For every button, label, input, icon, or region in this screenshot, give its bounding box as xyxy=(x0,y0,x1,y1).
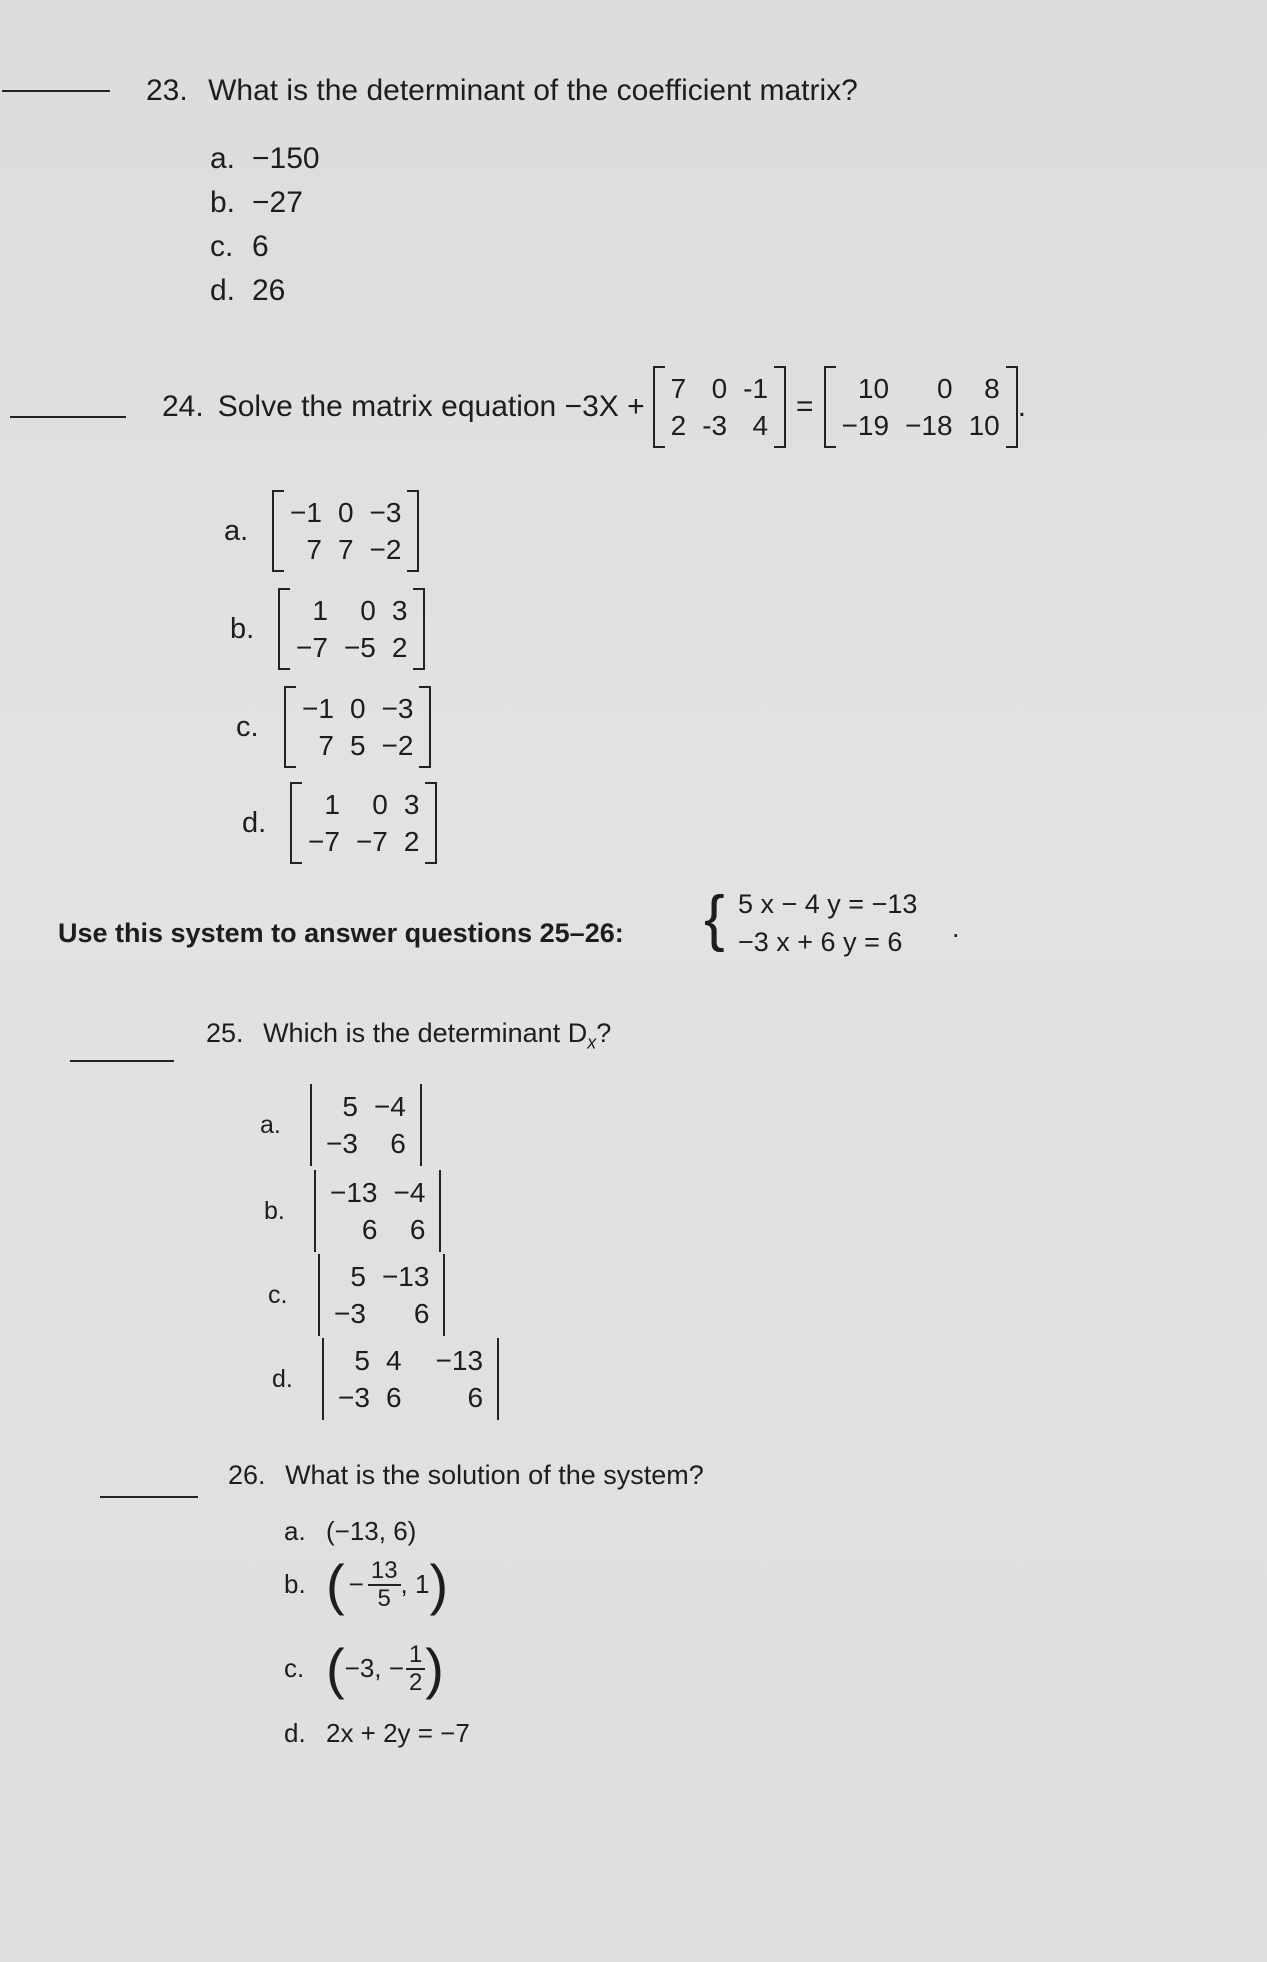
option-25-b: b. −13 −4 6 6 xyxy=(264,1170,443,1252)
option-26-a: a. (−13, 6) xyxy=(284,1516,417,1546)
option-25-c: c. 5 −13 −3 6 xyxy=(268,1254,447,1336)
question-text: Solve the matrix equation −3X + xyxy=(217,390,645,423)
system-period: . xyxy=(952,913,960,943)
system-brace: { xyxy=(704,884,725,953)
option-24-b: b. 1 0 3 −7 −5 2 xyxy=(230,588,425,670)
question-text: Which is the determinant D xyxy=(263,1018,588,1048)
answer-blank-23[interactable] xyxy=(2,90,110,92)
question-24 xyxy=(162,366,1026,448)
lhs-matrix: 7 0 -1 2 -3 4 xyxy=(653,366,786,448)
question-number: 23. xyxy=(146,74,188,107)
option-24-d: d. 1 0 3 −7 −7 2 xyxy=(242,782,437,864)
option-23-d: d. 26 xyxy=(210,274,286,307)
question-text: What is the determinant of the coefficient matrix? xyxy=(208,74,858,107)
subscript-x: x xyxy=(587,1032,597,1053)
question-number: 24. xyxy=(162,390,204,423)
system-equation-2: −3 x + 6 y = 6 xyxy=(738,927,903,957)
equals-sign: = xyxy=(796,390,814,423)
answer-blank-24[interactable] xyxy=(10,416,126,418)
option-23-a: a. −150 xyxy=(210,142,320,175)
question-25: 25. Which is the determinant $D_x$? xyxy=(206,1018,612,1053)
question-number: 25. xyxy=(206,1018,244,1048)
option-24-c: c. −1 0 −3 7 5 −2 xyxy=(236,686,431,768)
option-26-b: b. ( − $\frac{13}{5}$ , 1 ) xyxy=(284,1553,449,1616)
answer-blank-26[interactable] xyxy=(100,1496,198,1498)
options-23 xyxy=(210,142,320,318)
question-number: 26. xyxy=(228,1460,266,1490)
option-25-a: a. 5 −4 −3 6 xyxy=(260,1084,424,1166)
question-23 xyxy=(146,74,858,108)
option-26-c: c. ( −3, − $\frac{1}{2}$ ) xyxy=(284,1637,444,1700)
question-text: What is the solution of the system? xyxy=(285,1460,704,1490)
rhs-matrix: 10 0 8 −19 −18 10 xyxy=(824,366,1018,448)
option-25-d: d. 5 4 −13 −3 6 6 xyxy=(272,1338,501,1420)
question-26 xyxy=(228,1460,704,1491)
option-24-a: a. −1 0 −3 7 7 −2 xyxy=(224,490,419,572)
option-23-b: b. −27 xyxy=(210,186,303,219)
answer-blank-25[interactable] xyxy=(70,1060,174,1062)
system-intro: Use this system to answer questions 25–26: xyxy=(58,918,624,948)
period: . xyxy=(1017,390,1027,423)
option-23-c: c. 6 xyxy=(210,230,269,263)
system-equation-1: 5 x − 4 y = −13 xyxy=(738,889,918,919)
option-26-d: d. 2x + 2y = −7 xyxy=(284,1718,470,1748)
